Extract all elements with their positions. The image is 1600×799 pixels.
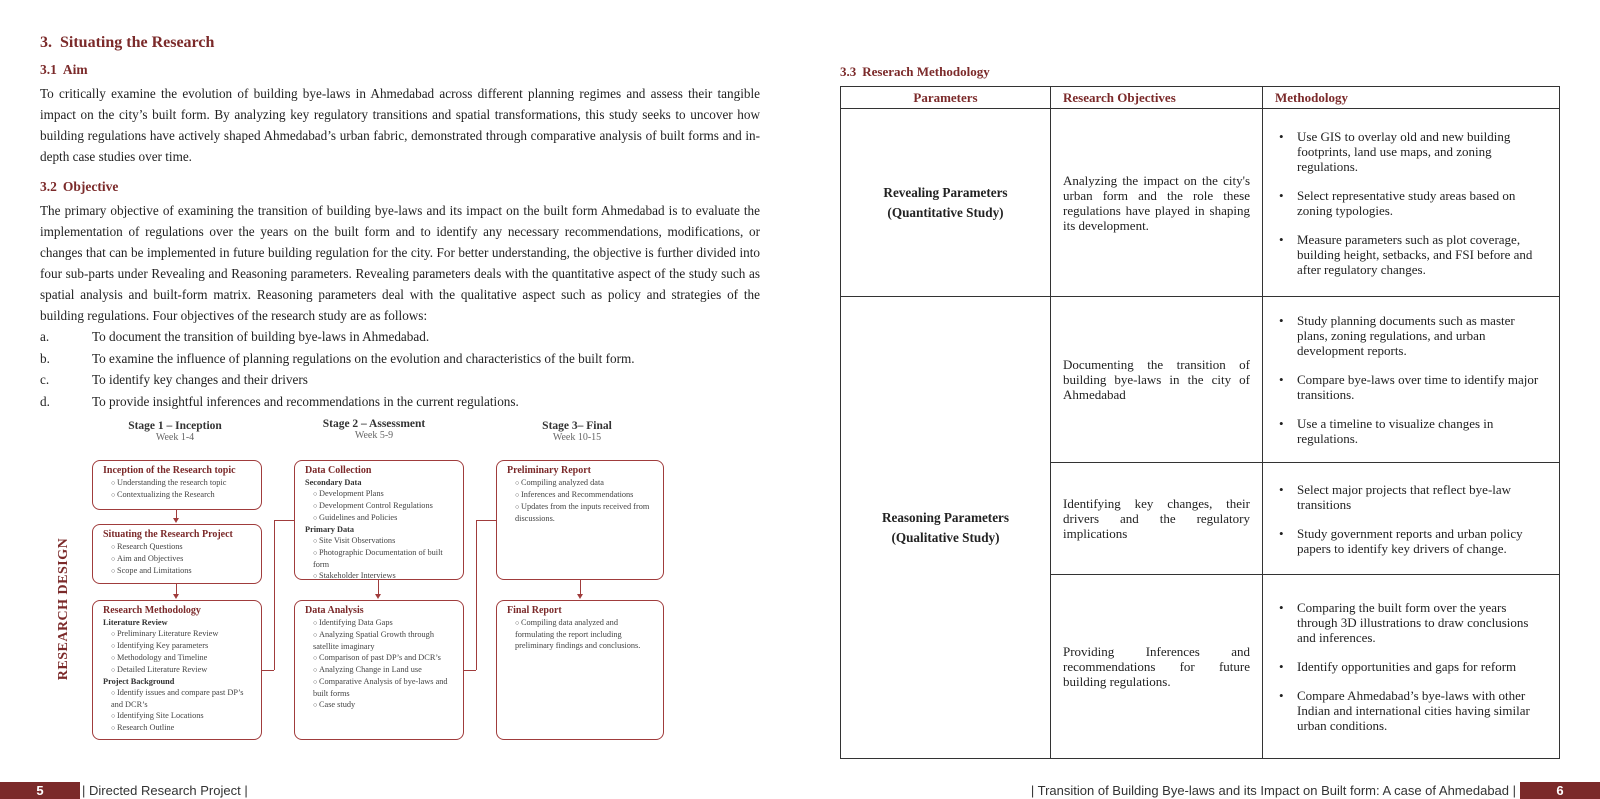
- box-item: ○ Updates from the inputs received from discussions.: [507, 501, 653, 524]
- box-item: ○ Compiling analyzed data: [507, 477, 653, 489]
- box-item: ○ Stakeholder Interviews: [305, 570, 453, 582]
- box-item: ○ Identify issues and compare past DP’s and DCR’s: [103, 687, 251, 710]
- footer-text: | Transition of Building Bye-laws and its Impact on Built form: A case of Ahmedabad |: [1030, 783, 1516, 798]
- method-text: Study government reports and urban policy papers to identify key drivers of change.: [1297, 525, 1523, 556]
- list-item: • Comparing the built form over the years through 3D illustrations to draw conclusions and inferences.: [1279, 600, 1545, 645]
- list-item: • Study government reports and urban policy papers to identify key drivers of change.: [1279, 526, 1545, 556]
- parameter-name: Revealing Parameters: [883, 184, 1008, 200]
- stage-2-header: [299, 418, 449, 441]
- objective-cell: Identifying key changes, their drivers and the regulatory implications: [1051, 463, 1263, 575]
- box-item: ○ Case study: [305, 699, 453, 711]
- arrow-down-icon: [577, 594, 583, 599]
- section-heading: [40, 34, 760, 52]
- arrow-down-icon: [173, 518, 179, 523]
- box-subheading: Literature Review: [103, 618, 168, 627]
- list-item: [40, 369, 760, 391]
- method-text: Use GIS to overlay old and new building footprints, land use maps, and zoning regulations.: [1297, 128, 1511, 174]
- method-text: Measure parameters such as plot coverage, building height, setbacks, and FSI before and after regulatory changes.: [1297, 231, 1533, 277]
- list-text: To examine the influence of planning regulations on the evolution and characteristics of the built form.: [92, 350, 635, 366]
- list-text: To provide insightful inferences and recommendations in the current regulations.: [92, 393, 519, 409]
- box-item: ○ Methodology and Timeline: [103, 652, 251, 664]
- connector-line: [476, 520, 496, 521]
- page-number: 6: [1520, 782, 1600, 799]
- method-text: Select representative study areas based on zoning typologies.: [1297, 187, 1516, 218]
- box-item: ○ Identifying Key parameters: [103, 640, 251, 652]
- box-item: ○ Contextualizing the Research: [103, 489, 251, 501]
- list-item: • Select major projects that reflect bye-law transitions: [1279, 482, 1545, 512]
- box-item: ○ Research Outline: [103, 722, 251, 734]
- list-item: • Identify opportunities and gaps for reform: [1279, 659, 1517, 674]
- footer-text: | Directed Research Project |: [82, 783, 248, 798]
- parameter-type: (Qualitative Study): [891, 529, 1000, 545]
- box-item: ○ Analyzing Change in Land use: [305, 664, 453, 676]
- methodology-box: [92, 600, 262, 740]
- research-design-diagram: [40, 418, 680, 760]
- column-header: Research Objectives: [1051, 87, 1263, 109]
- arrow-down-icon: [375, 594, 381, 599]
- data-analysis-box: [294, 600, 464, 740]
- method-text: Study planning documents such as master plans, zoning regulations, and urban development reports.: [1297, 313, 1515, 358]
- box-title: Data Collection: [305, 465, 372, 476]
- list-letter: c.: [40, 372, 50, 387]
- methodology-number: 3.3: [840, 64, 857, 79]
- box-item: ○ Compiling data analyzed and formulating the report including preliminary findings and conclusions.: [507, 617, 653, 651]
- method-cell: [1263, 575, 1560, 759]
- method-text: Compare bye-laws over time to identify major transitions.: [1297, 372, 1539, 402]
- stage-weeks: Week 10-15: [552, 432, 602, 443]
- situating-box: [92, 524, 262, 584]
- box-item: ○ Research Questions: [103, 541, 251, 553]
- list-letter: d.: [40, 393, 50, 409]
- box-item: ○ Identifying Data Gaps: [305, 617, 453, 629]
- method-cell: [1263, 463, 1560, 575]
- table-header-row: [841, 87, 1560, 109]
- inception-box: [92, 460, 262, 510]
- objective-paragraph: The primary objective of examining the transition of building bye-laws and its impact on the built form Ahmedabad is to evaluate the implementation of regulations over the years on the built form and to identify any necessary recommendations, modifications, or changes that can be implemented in future building regulation for the city. For better understanding, the objective is further divided into four sub-parts under Revealing and Reasoning parameters. Revealing parameters deals with the quantitative aspect of the study such as spatial analysis and built-form matrix. Reasoning parameters deal with the qualitative aspect such as policy and strategies of the building regulations. Four objectives of the research study are as follows:: [40, 203, 760, 323]
- list-item: [40, 326, 760, 348]
- column-header: Parameters: [841, 87, 1051, 109]
- stage-1-header: [100, 420, 250, 443]
- list-item: • Use a timeline to visualize changes in regulations.: [1279, 416, 1545, 446]
- parameter-name: Reasoning Parameters: [881, 509, 1010, 525]
- preliminary-report-box: [496, 460, 664, 580]
- box-item: ○ Inferences and Recommendations: [507, 489, 653, 501]
- method-cell: [1263, 297, 1560, 463]
- aim-heading: [40, 62, 760, 78]
- stage-3-header: [502, 420, 652, 443]
- list-text: To identify key changes and their drivers: [92, 372, 308, 387]
- objective-number: 3.2: [40, 179, 57, 194]
- parameter-cell: [841, 109, 1051, 297]
- list-letter: b.: [40, 350, 50, 366]
- box-title: Final Report: [507, 605, 562, 616]
- research-design-label-text: RESEARCH DESIGN: [56, 537, 71, 681]
- objective-cell: Providing Inferences and recommendations for future building regulations.: [1051, 575, 1263, 759]
- objective-heading: [40, 179, 760, 195]
- list-item: • Compare Ahmedabad’s bye-laws with other Indian and international cities having similar urban conditions.: [1279, 688, 1545, 733]
- box-title: Inception of the Research topic: [103, 465, 236, 476]
- column-header: Methodology: [1263, 87, 1560, 109]
- parameter-cell: [841, 297, 1051, 759]
- methodology-heading: [840, 64, 990, 80]
- parameter-type: (Quantitative Study): [887, 204, 1004, 220]
- methodology-title: Reserach Methodology: [862, 64, 990, 79]
- box-item: ○ Development Control Regulations: [305, 500, 453, 512]
- table-row: [841, 297, 1560, 463]
- box-item: ○ Aim and Objectives: [103, 553, 251, 565]
- objective-list: [40, 326, 760, 412]
- stage-title: Stage 1 – Inception: [128, 420, 222, 432]
- section-title: Situating the Research: [60, 34, 215, 51]
- box-item: ○ Identifying Site Locations: [103, 710, 251, 722]
- list-item: [40, 391, 760, 413]
- list-text: To document the transition of building bye-laws in Ahmedabad.: [92, 329, 430, 344]
- objective-cell: Documenting the transition of building bye-laws in the city of Ahmedabad: [1051, 297, 1263, 463]
- connector-line: [274, 520, 294, 521]
- methodology-table: [840, 86, 1560, 759]
- list-item: [40, 348, 760, 370]
- box-item: ○ Photographic Documentation of built form: [305, 547, 453, 570]
- table-row: [841, 109, 1560, 297]
- method-text: Use a timeline to visualize changes in regulations.: [1297, 416, 1494, 446]
- connector-line: [476, 520, 477, 670]
- objective-cell: Analyzing the impact on the city's urban form and the role these regulations have played in shaping its development.: [1051, 109, 1263, 297]
- left-page-content: [40, 34, 760, 412]
- data-collection-box: [294, 460, 464, 580]
- aim-title: Aim: [62, 62, 88, 77]
- method-text: Select major projects that reflect bye-law transitions: [1297, 481, 1512, 512]
- method-text: Identify opportunities and gaps for reform: [1297, 659, 1517, 674]
- box-item: ○ Development Plans: [305, 488, 453, 500]
- method-text: Compare Ahmedabad’s bye-laws with other Indian and international cities having similar urban conditions.: [1297, 688, 1530, 733]
- box-subheading: Primary Data: [305, 525, 355, 534]
- box-title: Data Analysis: [305, 605, 364, 616]
- right-page-footer: [800, 782, 1600, 799]
- list-item: • Select representative study areas based on zoning typologies.: [1279, 188, 1545, 218]
- box-item: ○ Comparison of past DP’s and DCR’s: [305, 652, 453, 664]
- aim-number: 3.1: [40, 62, 57, 77]
- box-title: Research Methodology: [103, 605, 201, 616]
- page-number: 5: [0, 782, 80, 799]
- left-page-footer: [0, 782, 800, 799]
- box-title: Preliminary Report: [507, 465, 591, 476]
- final-report-box: [496, 600, 664, 740]
- connector-line: [262, 670, 274, 671]
- method-text: Comparing the built form over the years through 3D illustrations to draw conclusions and inferences.: [1297, 600, 1529, 645]
- list-letter: a.: [40, 329, 50, 344]
- box-item: ○ Scope and Limitations: [103, 565, 251, 577]
- box-item: ○ Detailed Literature Review: [103, 664, 251, 676]
- list-item: • Measure parameters such as plot coverage, building height, setbacks, and FSI before and after regulatory changes.: [1279, 232, 1545, 277]
- connector-line: [274, 520, 275, 670]
- aim-paragraph: To critically examine the evolution of building bye-laws in Ahmedabad across different planning regimes and assess their tangible impact on the city’s built form. By analyzing key regulatory transitions and spatial transformations, this study seeks to uncover how building regulations have actively shaped Ahmedabad’s urban fabric, demonstrated through comparative analysis of built forms and in-depth case studies over time.: [40, 86, 760, 164]
- stage-weeks: Week 1-4: [155, 432, 195, 443]
- objective-title: Objective: [62, 179, 119, 194]
- stage-title: Stage 3– Final: [542, 420, 612, 432]
- research-design-label: [54, 534, 74, 684]
- box-subheading: Secondary Data: [305, 478, 362, 487]
- stage-weeks: Week 5-9: [354, 430, 394, 441]
- list-item: • Compare bye-laws over time to identify major transitions.: [1279, 372, 1545, 402]
- box-item: ○ Analyzing Spatial Growth through satellite imaginary: [305, 629, 453, 652]
- box-item: ○ Preliminary Literature Review: [103, 628, 251, 640]
- box-item: ○ Understanding the research topic: [103, 477, 251, 489]
- list-item: • Use GIS to overlay old and new building footprints, land use maps, and zoning regulations.: [1279, 129, 1545, 174]
- box-item: ○ Site Visit Observations: [305, 535, 453, 547]
- stage-title: Stage 2 – Assessment: [322, 418, 426, 430]
- connector-line: [464, 670, 476, 671]
- method-cell: [1263, 109, 1560, 297]
- list-item: • Study planning documents such as master plans, zoning regulations, and urban development reports.: [1279, 313, 1545, 358]
- box-subheading: Project Background: [103, 677, 175, 686]
- box-item: ○ Guidelines and Policies: [305, 512, 453, 524]
- box-item: ○ Comparative Analysis of bye-laws and built forms: [305, 676, 453, 699]
- section-number: 3.: [40, 34, 52, 51]
- box-title: Situating the Research Project: [103, 529, 233, 540]
- arrow-down-icon: [173, 594, 179, 599]
